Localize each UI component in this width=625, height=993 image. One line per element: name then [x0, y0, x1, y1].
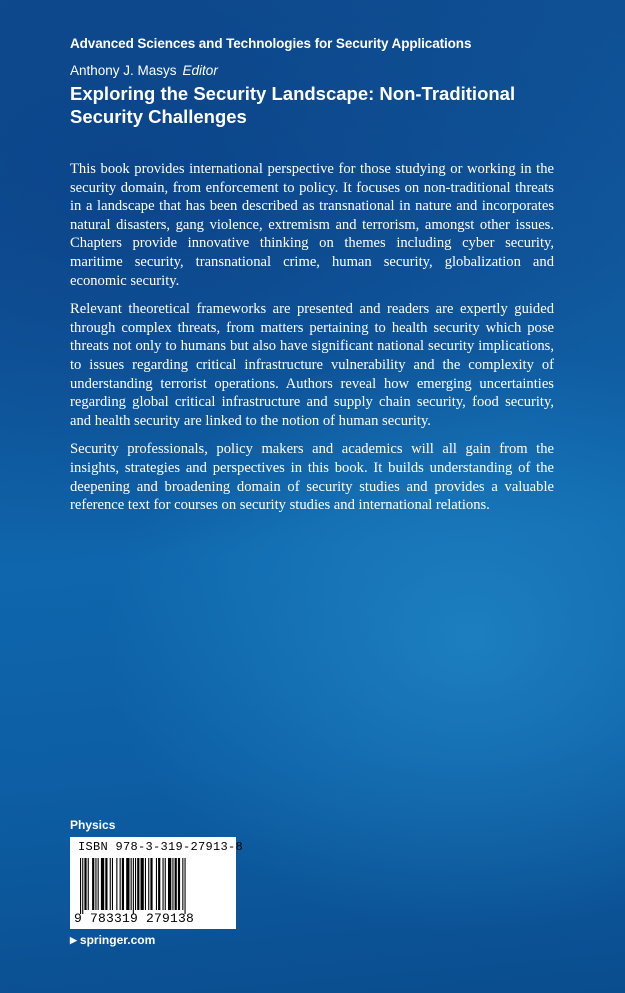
subject-label: Physics	[70, 818, 116, 832]
blurb-paragraph: This book provides international perspective for those studying or working in the security domain, from enforcement to policy. It focuses on non-traditional threats in a landscape that has been described as transnational in nature and incorporates natural disasters, gang violence, extremism and terrorism, amongst other issues. Chapters provide innovative thinking on themes including cyber security, maritime security, transnational crime, human security, globalization and economic security.	[70, 161, 554, 289]
arrow-right-icon: ▶	[70, 935, 77, 945]
blurb-paragraph: Security professionals, policy makers and academics will all gain from the insights, strategies and perspectives in this book. It builds understanding of the deepening and broadening domain of security studies and provides a valuable reference text for courses on security studies and international relations.	[70, 441, 554, 514]
publisher-link[interactable]	[70, 933, 155, 947]
isbn-barcode	[70, 837, 244, 929]
blurb-paragraph: Relevant theoretical frameworks are presented and readers are expertly guided through complex threats, from matters pertaining to health security which pose threats not only to humans but also have significant national security implications, to issues regarding critical infrastructure vulnerability and the complexity of understanding terrorist operations. Authors reveal how emerging uncertainties regarding global critical infrastructure and supply chain security, food security, and health security are linked to the notion of human security.	[70, 301, 554, 429]
barcode-bars	[80, 858, 226, 914]
series-title: Advanced Sciences and Technologies for Security Applications	[70, 36, 472, 51]
book-title: Exploring the Security Landscape: Non-Traditional Security Challenges	[70, 83, 516, 127]
author-line	[70, 63, 218, 78]
publisher-url: springer.com	[79, 933, 156, 947]
blurb	[70, 160, 554, 525]
author-name: Anthony J. Masys	[70, 63, 177, 78]
barcode-digits: 9 783319 279138	[74, 911, 195, 926]
isbn-label: ISBN 978-3-319-27913-8	[78, 840, 244, 854]
author-role: Editor	[182, 63, 218, 78]
